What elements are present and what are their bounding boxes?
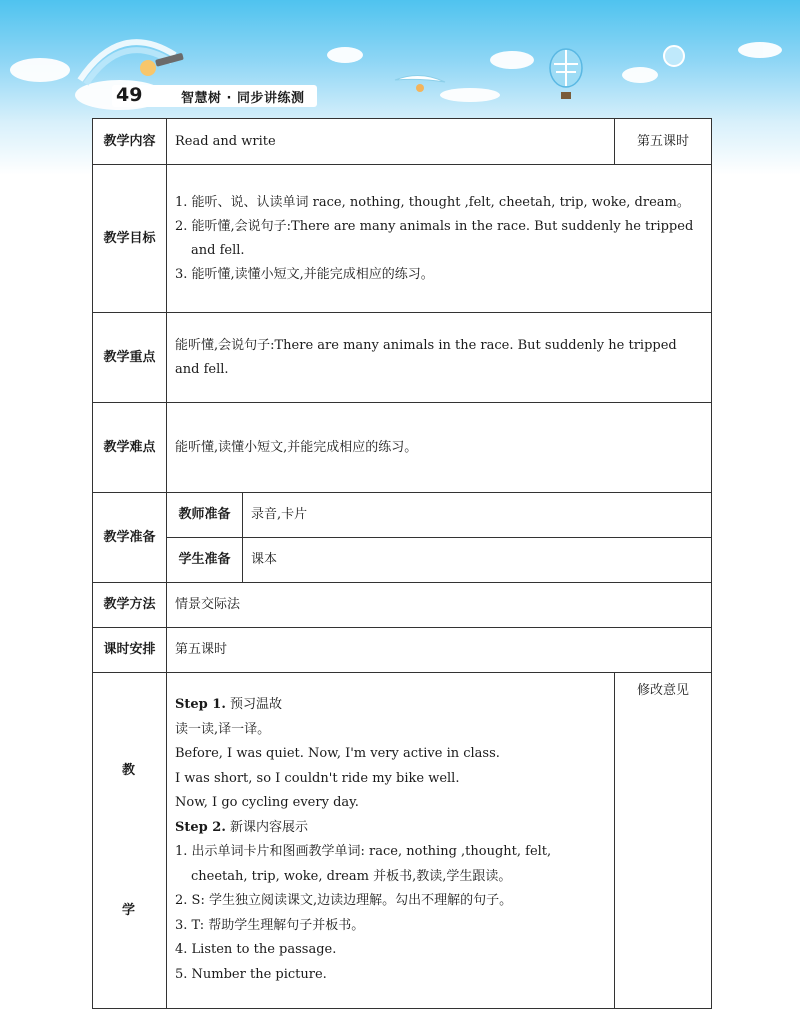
process-line-a4: Now, I go cycling every day. xyxy=(175,795,359,810)
label-student-prep: 学生准备 xyxy=(167,538,243,583)
row-difficulties xyxy=(93,403,712,493)
process-line-b1: 1. 出示单词卡片和图画教学单词: race, nothing ,thought, felt, xyxy=(175,844,552,859)
row-preparation-student xyxy=(93,538,712,583)
goal-line-3: and fell. xyxy=(191,242,245,258)
process-line-b6: 5. Number the picture. xyxy=(175,966,327,982)
sun-icon xyxy=(664,46,684,66)
row-content xyxy=(93,119,712,165)
page-number: 49 xyxy=(116,84,143,106)
label-schedule: 课时安排 xyxy=(93,628,167,673)
goal-line-2: 2. 能听懂,会说句子:There are many animals in the race. But suddenly he tripped xyxy=(175,218,694,234)
step2-text: 新课内容展示 xyxy=(225,819,308,835)
value-process xyxy=(167,673,615,1009)
step2-heading xyxy=(175,816,606,841)
row-preparation-teacher xyxy=(93,493,712,538)
goal-line-4: 3. 能听懂,读懂小短文,并能完成相应的练习。 xyxy=(175,266,434,282)
process-line-b3: 2. S: 学生独立阅读课文,边读边理解。勾出不理解的句子。 xyxy=(175,893,513,908)
label-preparation: 教学准备 xyxy=(93,493,167,583)
process-line-a3: I was short, so I couldn't ride my bike well. xyxy=(175,770,460,786)
key-line-2: and fell. xyxy=(175,361,229,377)
lesson-plan-table xyxy=(92,118,712,1009)
step1-text: 预习温故 xyxy=(225,697,282,712)
book-title: 智慧树 · 同步讲练测 xyxy=(181,91,305,106)
row-key-points xyxy=(93,313,712,403)
glider-icon xyxy=(395,75,445,92)
row-goals xyxy=(93,165,712,313)
step1-heading xyxy=(175,693,606,718)
label-goals: 教学目标 xyxy=(93,165,167,313)
process-line-a2: Before, I was quiet. Now, I'm very active in class. xyxy=(175,746,500,761)
revision-column xyxy=(615,673,712,1009)
goal-line-1: 1. 能听、说、认读单词 race, nothing, thought ,felt, cheetah, trip, woke, dream。 xyxy=(175,194,690,210)
label-process xyxy=(93,673,167,1009)
value-content: Read and write xyxy=(167,119,615,165)
process-line-a1: 读一读,译一译。 xyxy=(175,721,271,737)
row-schedule xyxy=(93,628,712,673)
row-process xyxy=(93,673,712,1009)
label-difficulties: 教学难点 xyxy=(93,403,167,493)
revision-label: 修改意见 xyxy=(636,683,689,698)
hot-air-balloon-icon xyxy=(550,49,582,99)
label-process-bottom: 学 xyxy=(122,903,136,918)
value-difficulties: 能听懂,读懂小短文,并能完成相应的练习。 xyxy=(167,403,712,493)
value-goals xyxy=(167,165,712,313)
process-line-b2: cheetah, trip, woke, dream 并板书,教读,学生跟读。 xyxy=(191,868,512,884)
value-schedule: 第五课时 xyxy=(167,628,712,673)
value-student-prep: 课本 xyxy=(243,538,712,583)
label-key-points: 教学重点 xyxy=(93,313,167,403)
value-method: 情景交际法 xyxy=(167,583,712,628)
step1-title: Step 1. xyxy=(175,697,226,712)
label-teacher-prep: 教师准备 xyxy=(167,493,243,538)
value-teacher-prep: 录音,卡片 xyxy=(243,493,712,538)
value-key-points xyxy=(167,313,712,403)
step2-title: Step 2. xyxy=(175,819,226,835)
process-line-b4: 3. T: 帮助学生理解句子并板书。 xyxy=(175,917,365,933)
label-process-top: 教 xyxy=(122,763,136,778)
value-period: 第五课时 xyxy=(615,119,712,165)
label-method: 教学方法 xyxy=(93,583,167,628)
key-line-1: 能听懂,会说句子:There are many animals in the race. But suddenly he tripped xyxy=(175,337,677,353)
process-line-b5: 4. Listen to the passage. xyxy=(175,942,337,957)
row-method xyxy=(93,583,712,628)
label-content: 教学内容 xyxy=(93,119,167,165)
